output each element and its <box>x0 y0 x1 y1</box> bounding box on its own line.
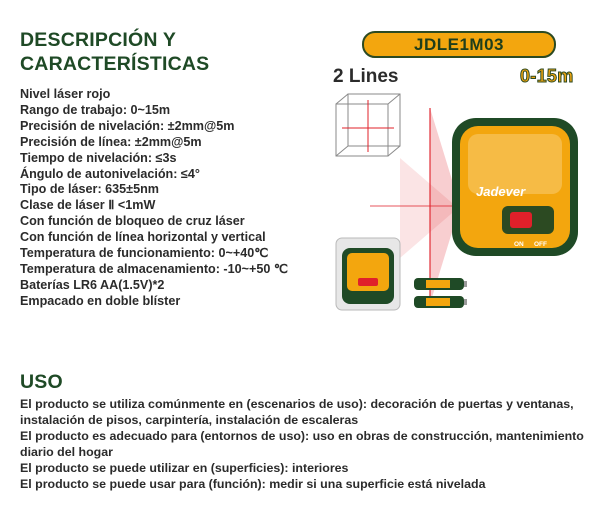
spec-list <box>20 87 310 310</box>
laser-level-device-icon <box>452 118 578 256</box>
switch-off-label: OFF <box>534 241 547 248</box>
usage-list <box>20 396 595 492</box>
description-heading: DESCRIPCIÓN Y CARACTERÍSTICAS <box>20 29 210 75</box>
spec-item: Rango de trabajo: 0~15m <box>20 102 171 117</box>
spec-item: Clase de láser Ⅱ <1mW <box>20 198 156 213</box>
switch-on-label: ON <box>514 241 524 248</box>
spec-item: Nivel láser rojo <box>20 87 111 101</box>
brand-logo: Jadever <box>476 184 526 199</box>
spec-item: Con función de bloqueo de cruz láser <box>20 214 245 229</box>
cube-diagram-icon <box>336 94 400 156</box>
product-illustration <box>330 88 590 318</box>
spec-item: Temperatura de almacenamiento: -10~+50 ℃ <box>20 261 288 276</box>
model-badge: JDLE1M03 <box>362 31 556 58</box>
usage-item: El producto se puede utilizar en (superficies): interiores <box>20 461 349 475</box>
spec-item: Con función de línea horizontal y vertical <box>20 230 266 245</box>
spec-item: Baterías LR6 AA(1.5V)*2 <box>20 277 165 292</box>
usage-item: El producto se puede usar para (función): medir si una superficie está nivelada <box>20 477 486 491</box>
spec-item: Temperatura de funcionamiento: 0~+40℃ <box>20 246 269 261</box>
range-label: 0-15m <box>520 66 574 86</box>
usage-heading: USO <box>20 371 63 393</box>
spec-item: Empacado en doble blíster <box>20 293 181 308</box>
spec-item: Ángulo de autonivelación: ≤4° <box>20 166 200 181</box>
spec-item: Precisión de nivelación: ±2mm@5m <box>20 118 235 133</box>
usage-item: El producto se utiliza comúnmente en (escenarios de uso): decoración de puertas y ventanas, instalación de pisos, carpintería, instalación de escaleras <box>20 397 574 427</box>
blister-package-icon <box>336 238 400 310</box>
spec-item: Tipo de láser: 635±5nm <box>20 182 159 197</box>
spec-item: Precisión de línea: ±2mm@5m <box>20 134 202 149</box>
lines-label: 2 Lines <box>333 66 399 87</box>
usage-item: El producto es adecuado para (entornos de uso): uso en obras de construcción, mantenimiento diario del hogar <box>20 429 584 459</box>
battery-icon <box>414 278 467 308</box>
spec-item: Tiempo de nivelación: ≤3s <box>20 150 177 165</box>
